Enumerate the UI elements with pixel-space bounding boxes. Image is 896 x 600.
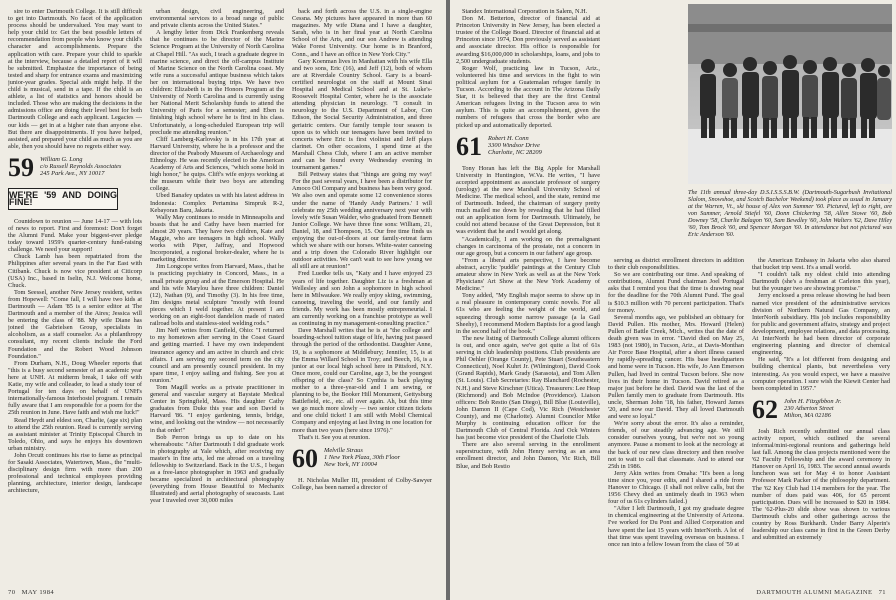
- paragraph: Jerry enclosed a press release showing he had been named vice president of the administrative services division of Northern Natural Gas Company, an InterNorth subsidiary. His job includes responsibility for public and government affairs, strategy and project development, employee relations, and data processing. At InterNorth he had been director of corporate engineering planning and director of chemical engineering.: [752, 292, 890, 357]
- paragraph: Jerry Akin writes from Omaha: "It's been a long time since you, your edits, and I shared a ride from Hanover to Chicago. (I shall not relive calls, but the 1956 Chevy died an untimely death in 1963 when four of us 61s cylinders failed.): [608, 469, 744, 506]
- paragraph: urban design, civil engineering, and environmental services to a broad range of public and private clients across the United States.": [150, 8, 284, 30]
- paragraph: Chuck Lamb has been repatriated from the Philippines after several years in the Far East with Citibank. Chuck is now vice president at Citicorp (USA) Inc., based in Iselin, N.J. Welcome home, Chuck.: [8, 253, 142, 289]
- photo-caption: The 11th annual three-day D.S.I.S.S.S.B.W. (Dartmouth-Sugarbush Invitational Slalom, Snowshoe, and Scotch Bachelor Weekend) took place as usual in January at the Warren, Vt., ski house of Alex von Summer '60. Pictured, left to right, are von Summer, Arnold Stiefel '60, Donn Chickering '58, Allen Stowe '60, Bob Downey '58, Charlie Balagon '60, Sam Bewdley '60, John Walters '62, Dave Hiley '60, Tom Brock '60, and Spencer Morgan '60. In attendance but not pictured was Eric Anderson '60.: [688, 189, 892, 238]
- paragraph: Tom Magill works as a private practitioner in general and vascular surgery at Baystate Medical Center in Springfield, Mass. His daughter Cathy graduates from Duke this year and son David is Harvard '86. "I enjoy gardening, tennis, bridge, wine, and looking out the window — not necessarily in that order!": [150, 383, 284, 434]
- paragraph: Standex International Corporation in Salem, N.H.: [462, 8, 588, 15]
- secretary-address-line: Milton, MA 02186: [784, 412, 831, 420]
- paragraph: John Orcutt continues his rise to fame as principal for Sasaki Associates, Watertown, Mass., the "multi-disciplinary design firm with more than 200 professional and technical employees providing planning, architecture, interior design, landscape architecture,: [8, 451, 142, 495]
- paragraph: Jim Longcope writes from Harvard, Mass., that he is practicing psychiatry in Concord, Mass., in a small private group and at the Emerson Hospital. He and his wife Marylou have three children: Daniel (12), Nathan (9), and Timothy (3). In his free time, Jim designs metal sculpture "mostly with found pieces which I weld together. At present I am working on an eight-foot dandelion made of rusted railroad bolts and stainless-steel welding rods.": [150, 263, 284, 328]
- paragraph: Bob Perron brings us up to date on his whereabouts: "After Dartmouth I did graduate work in photography at Yale which, after receiving my master's in fine arts, led me abroad on a traveling fellowship to Switzerland. Back in the U.S., I began as a free-lance photographer in 1963 and gradually became specialized in architectural photography (everything from House Beautiful to Mechanix Illustrated) and aerial photography of seacoasts. Last year I traveled over 30,000 miles: [150, 433, 284, 505]
- class-banner: WE'RE '59 AND DOING FINE!: [8, 188, 118, 210]
- secretary-name: Melville Straus: [324, 446, 363, 454]
- paragraph: "From a liberal arts perspective, I have become abstract, acrylic 'puddle' paintings at the Century Club amateur show in New York as well as at the New York Physicians' Art Show at the New York Academy of Medicine.": [456, 256, 600, 293]
- paragraph: Gary Koenman lives in Manhattan with his wife Ella and two sons, Eric (16), and Jeff (12), both of whom are at Riverdale Country School. Gary is a board-certified neurologist on the staff at Mount Sinai Hospital and Medical School and at St. Luke's-Roosevelt Hospital Center, where he is the associate attending physician in neurology. "I consult in neurology to the U.S. Department of Labor, Con Edison, the Social Security Administration, and three geriatric centers. Our family temple tour season is upon us to which our teenagers have been invited to concerts where Eric is first violinist and Jeff plays clarinet. On other occasions, I spend time at the Marshall Chess Club, where I am an active member and can be found every Wednesday evening in tournament games.": [292, 57, 432, 172]
- left-page: [0, 0, 446, 600]
- class-secretary: [324, 447, 400, 469]
- paragraph: Dave Marshall writes that he is at "the college and boarding-school tuition stage of life, having just passed through the period of the orthodontist. Daughter Anne, 19, is a sophomore at Middlebury; Jennifer, 15, is at the Emma Willard School in Troy; and Beech, 16, is a junior at our local high school here in Pittsford, N.Y. Once more, could our Caroline, age 3, be the youngest offspring of the class? So Cynthia is back playing mother to a three-year-old and I am sewing, or planning to be, the Booker Hill Monument, Gettysburg Battlefield, etc., etc. all over again. Ah, but this time we go much more slowly — two senior citizen tickets and one child ticket! I am still with Mobil Chemical Company and enjoying at last living in one location for more than two years (here since 1976).": [292, 327, 432, 434]
- paragraph: Don M. Betterton, director of financial aid at Princeton University in New Jersey, has been elected a trustee of the College Board. Director of financial aid at Princeton since 1974, Don previously served as assistant and associate director. His office is responsible for awarding $16,000,000 in scholarships, loans, and jobs to 2,500 undergraduate students.: [456, 15, 600, 65]
- class-number: 59: [8, 152, 34, 182]
- secretary-address-line: 245 Park Ave., NY 10017: [40, 170, 105, 178]
- paragraph: From Durham, N.H., Doug Wheeler reports that "this is a busy second semester of an academic year here at UNH. At midterm break, I take off with Katie, my wife and colleader, to lead a study tour of Portugal for ten days on behalf of UNH's internationally-famous Interhostel program. I remain fully aware that I am responsible for a poem for the 25th reunion in June. Have faith and wish me luck!": [8, 359, 142, 417]
- paragraph: Cliff Lamberg-Karlovsky is in his 17th year at Harvard University, where he is a professor and the director of the Peabody Museum of Archaeology and Ethnology. He was recently elected to the American Academy of Arts and Sciences, "which some hold in high honor," he quips. Cliff's wife enjoys working at the museum while their two boys are attending college.: [150, 135, 284, 193]
- class-header-61: [456, 131, 600, 161]
- paragraph: serving as district enrollment directors in addition to their club responsibilities.: [608, 257, 744, 272]
- paragraph: Read Heydt and eldest son, Charlie, (age six) plan to attend the 25th reunion. Read is currently serving as assistant minister at Trinity Episcopal Church in Toledo, Ohio, and says he enjoys his downtown urban ministry.: [8, 416, 142, 452]
- paragraph: Bill Pettway states that "things are going my way! For the past several years, I have been a distributor for Amoco Oil Company and business has been very good. We also own and operate some 12 convenience stores under the name of 'Handy Andy Partners.' I will celebrate my 25th wedding anniversary next year with lovely wife Susan Walder, who graduated from Bennett Junior College. We have three fine sons: William, 21, Daniel, 18, and Thompson, 15. Our free time finds us enjoying the out-of-doors at our family-retreat farm which we share with our horses. White-water canoeing and a trip down the Colorado River highlight our outdoor activities. We can't wait to see how young we all still are at reunion!": [292, 171, 432, 271]
- page-footer: [756, 589, 886, 596]
- paragraph: Tom Seessel, another New Jersey resident, writes from Hopewell: "Come fall, I will have two kids at Dartmouth — Adam '85 is a senior editor at The Dartmouth and a member of the Aires; Jessica will be entering the class of '88. My wife Diane has joined the Gabrielsen Group, specialists in alcoholism, as a staff counselor. As a philanthropy consultant, my recent clients include the Ford Foundation and the Robert Wood Johnson Foundation.": [8, 288, 142, 360]
- paragraph: A lengthy letter from Dick Frankenberg reveals that he continues to be director of the Marine Science Program at the University of North Carolina at Chapel Hill. "As such, I teach a graduate degree in marine science, and direct the off-campus Institute of Marine Science on the North Carolina coast. My wife runs a successful antique business which takes her on international buying trips. We have two children: Elizabeth is in the Honors Program at the University of North Carolina and is currently using her National Merit Scholarship funds to attend the University of Paris for a semester; and Eben is finishing high school where he is first in his class. Unfortunately, a long-scheduled European trip will preclude me attending reunion.": [150, 29, 284, 136]
- paragraph: "I couldn't talk my oldest child into attending Dartmouth (she's a freshman at Carleton this year), but the younger two are showing promise.": [752, 271, 890, 293]
- paragraph: Jim Neff writes from Canfield, Ohio: "I returned to my hometown after serving in the Coast Guard and getting married. I have my own independent insurance agency and am active in church and civic affairs. I am serving my second term on the city council and am presently council president. In my spare time, I enjoy sailing and fishing. See you at reunion.": [150, 327, 284, 384]
- paragraph: We're sorry about the error. It's also a reminder, friends, of our steadily advancing age. We still consider ourselves young, but we're not so young anymore. Pause a moment to look at the necrology at the back of our new class directory and then resolve not to wait to call that classmate. And to attend our 25th in 1986.: [608, 420, 744, 470]
- paragraph: the American Embassy in Jakarta who also shared that bucket trip west. It's a small world.: [752, 257, 890, 272]
- paragraph: Fred Luedke tells us, "Katy and I have enjoyed 23 years of life together. Daughter Liz is a freshman at Wellesley and son John a sophomore in high school here in Milwaukee. We really enjoy skiing, swimming, canoeing, traveling the world, and our family and friends. My work has been mostly entrepreneurial. I am currently working on a franchise prototype as well as continuing in my management-consulting practice.": [292, 270, 432, 328]
- class-number: 60: [292, 443, 318, 473]
- class-secretary: [40, 156, 121, 178]
- left-column-1: [8, 8, 142, 574]
- paragraph: That's it. See you at reunion.: [298, 433, 370, 441]
- class-header-62: [752, 394, 890, 424]
- secretary-name: John H. Fitzgibbon Jr.: [784, 397, 842, 405]
- page-number: 70: [8, 589, 16, 596]
- paragraph: back and forth across the U.S. in a single-engine Cessna. My pictures have appeared in more than 60 magazines. My wife Diana and I have a daughter, Sarah, who is in her final year at North Carolina School of the Arts, and our son Andrew is attending Wake Forest University. Our home is in Branford, Conn., and I have an office in New York City.": [292, 8, 432, 58]
- secretary-address-line: New York, NY 10004: [324, 461, 378, 469]
- paragraph: Countdown to reunion — June 14-17 — with lots of news to report. First and foremost: Don't forget the Alumni Fund. Make your biggest-ever pledge today toward 1959's quarter-century fund-raising challenge. We need your support!: [8, 217, 142, 254]
- paragraph: The new listing of Dartmouth College alumni officers is out, and once again, we've got quite a list of 61s serving in club leadership positions. Club presidents are Phil Oehler (Orange County), Pete Stuart (Southeastern Connecticut), Noel Kuhrt Jr. (Wilmington), David Cook (Grand Rapids), Mark Grady (Sarasota), and Tom Allen (St. Louis). Club Secretaries: Ray Blanchard (Rochester, N.H.) and Steve Kirschner (Utica). Treasurers: Lee Heap (Richmond) and Bob McIndoe (Providence). Liaison officers: Bob Restio (San Diego), Bill Blue (Louisville), John Damon II (Cape Cod), Vic Rich (Westchester County), and me (Charlotte). Alumni Councilor Mike Murphy is continuing education officer for the Dartmouth Club of Central Florida. And Ock Winters has just become vice president of the Charlotte Club.: [456, 334, 600, 442]
- class-number: 62: [752, 394, 778, 424]
- class-header-59: [8, 152, 142, 182]
- left-column-3: [292, 8, 432, 574]
- paragraph: H. Nicholas Muller III, president of Colby-Sawyer College, has been named a director of: [292, 476, 432, 491]
- class-secretary: [488, 135, 542, 157]
- secretary-address-line: 3300 Windsor Drive: [488, 141, 540, 149]
- secretary-address-line: 230 Atherton Street: [784, 404, 834, 412]
- running-foot: DARTMOUTH ALUMNI MAGAZINE: [756, 589, 873, 596]
- running-foot: MAY 1984: [21, 589, 55, 596]
- paragraph: Josh Rich recently submitted our annual class activity report, which outlined the several informal/mini-regional reunions and gatherings held last fall. Among the class projects mentioned were the '62 Faculty Fellowship and the award ceremony in Hanover on April 16, 1983. The second annual awards luncheon was set for May 4 to honor Assistant Professor Mark Packer of the philosophy department. The '62 Key Club had 114 members for the year. The number of dues paid was 406, for 65 percent participation. Dues will be increased to $20 in 1984. The '62-Plus-20 slide show was shown to various Dartmouth clubs and other gatherings across the country by Ross Burkhardt. Under Barry Alperin's leadership our class came in first in the Green Derby and submitted an extremely: [752, 427, 890, 542]
- paragraph: So we are contributing our time. And speaking of contributions, Alumni Fund chairman Joel Portugal asks that I remind you that the time is drawing near for the deadline for the 70th Alumni Fund. The goal is $10.3 million with 70 percent participation. That's for money.: [608, 271, 744, 314]
- group-photo: [688, 4, 892, 184]
- group-photo-illustration: [688, 4, 892, 184]
- secretary-address-line: c/o Russell Reynolds Associates: [40, 163, 122, 171]
- secretary-address-line: 1 New York Plaza, 30th Floor: [324, 453, 401, 461]
- paragraph: Tony added, "My English major seems to show up in a real pleasure in contemporary comic novels. For all 61s who are feeling the weight of the world, and squeezing through some narrow passage (a la Gail Sheehy), I recommend Modern Baptists for a good laugh in the second half of the book.": [456, 292, 600, 335]
- paragraph: Several months ago, we published an obituary for David Pullen. His mother, Mrs. Howard (Helen) Pullen of Battle Creek, Mich., writes that the date of death given was in error. "David died on May 25, 1983 (not 1980), in Tucson, Ariz., at Davis-Monthan Air Force Base Hospital, after a short illness caused by rapidly-spreading cancer. His base headquarters and home were in Tucson. His wife, Jo Ann Emerson Pullen, had lived in central Tucson before. She now lives in their home in Tucson. David retired as a major just before he died. David was the last of the Pullen family men to graduate from Dartmouth. His uncle, Sherman John '18, his father, Howard James '20, and now our David. They all loved Dartmouth and were so loyal.": [608, 313, 744, 421]
- class-secretary: [784, 398, 841, 420]
- secretary-name: Robert H. Conn: [488, 134, 529, 142]
- paragraph: Roger Wolf, practicing law in Tucson, Ariz., volunteered his time and services in the fight to win political asylum for a Guatemalan refugee family in Tucson. According to the account in The Arizona Daily Star, it is believed that they are the first Central American refugees living in the Tucson area to win asylum. This is quite an accomplishment, given the numbers of refugees that cross the border who are picked up and automatically deported.: [456, 64, 600, 129]
- right-page: [450, 0, 896, 600]
- secretary-address-line: Charlotte, NC 28209: [488, 149, 542, 156]
- paragraph: Wally May continues to reside in Minneapolis and boasts that he and Cathy have been married for almost 20 years. They have two children, Kate and Maggie, who are teenagers in high school. Wally works with Piper, Jaffray, and Hopwood Incorporated, a regional broker-dealer, where he is marketing director.: [150, 213, 284, 264]
- class-number: 61: [456, 131, 482, 161]
- paragraph: He said, "It's a lot different from designing and building chemical plants, but nevertheless very interesting. As you would expect, we have a massive computer operation. I sure wish the Kiewit Center had been completed in 1957.": [752, 356, 890, 392]
- paragraph: "After I left Dartmouth, I got my graduate degree in chemical engineering at the University of Arizona. I've worked for Du Pont and Allied Corporation and have spent the last 15 years with InterNorth. A lot of that time was spent traveling overseas on business. I once ran into a fellow Iowan from the class of '59 at: [608, 505, 744, 548]
- paragraph: "Academically, I am working on the premalignant changes in carcinoma of the prostate, not a concern in our age group, but a concern in our fathers' age group.: [456, 235, 600, 257]
- right-column-2: [608, 257, 744, 575]
- class-header-60: [292, 443, 432, 473]
- secretary-name: William G. Long: [40, 155, 83, 163]
- paragraph: sire to enter Dartmouth College. It is still difficult to get into Dartmouth. No facet of the application process should be undervalued. You may want to help your child to: Get the best possible letters of recommendation from people who know your child's character and accomplishments. Prepare the application with care. Prepare your child to sparkle at the interview, because a detailed report of it will be submitted. Emphasize the importance of being tested and sharp for entrance exams and maximizing junior-year grades. Special aids might help. If the child is musical, send in a tape. If the child is an athlete, a list of statistics and honors should be included. Those who are making the decisions in the admissions office are doing their level best for both Dartmouth College and each applicant. Legacies — our kids — get in at a higher rate than anyone else. But there are disappointments. If you have helped, assisted, and prepared your child as much as you are able, then you should have no regrets either way.: [8, 8, 142, 150]
- paragraph: There are also several serving in the enrollment superstructure, with John Henry serving as an area enrollment director, and John Damon, Vic Rich, Bill Blue, and Bob Restio: [456, 441, 600, 470]
- paragraph: Ubed Banafey updates us with his latest address in Indonesia: Complex Pertamina Simpruk R-2, Kebayoran Baru, Jakarta.: [150, 192, 284, 214]
- paragraph: Tony Horan has left the Big Apple for Marshall University in Huntington, W.Va. He writes, "I have accepted appointment as associate professor of surgery (urology) at the new Marshall University School of Medicine. The medical school, and the state, remind me of Dartmouth. Indeed, the chairman of surgery pretty much mailed me down by revealing that he had filled out an application form for Dartmouth. Ultimately, he could not attend because of the Great Depression, but it was evident that he and I would get along.: [456, 164, 600, 236]
- left-column-2: [150, 8, 284, 574]
- page-footer: [8, 589, 54, 596]
- page-number: 71: [878, 589, 886, 596]
- right-column-3: [752, 257, 890, 575]
- right-column-1: [456, 8, 600, 574]
